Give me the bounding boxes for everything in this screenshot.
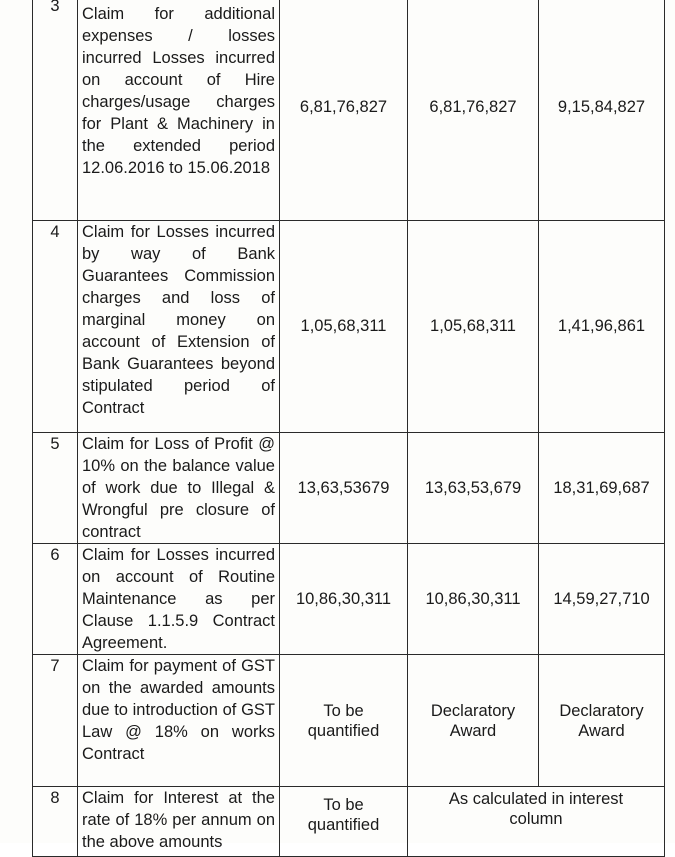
award-line-1: Declaratory <box>430 701 516 720</box>
table-row <box>33 221 665 433</box>
claim-description: Claim for Interest at the rate of 18% per annum on the above amounts <box>78 787 280 857</box>
amount-claimed <box>280 787 408 857</box>
amount-claimed: 10,86,30,311 <box>280 544 408 655</box>
amount-claimed: 13,63,53679 <box>280 433 408 544</box>
amount-column-3: 9,15,84,827 <box>539 0 665 221</box>
claim-description: Claim for payment of GST on the awarded amounts due to introduction of GST Law @ 18% on works Contract <box>78 655 280 787</box>
table-row <box>33 0 665 221</box>
amount-line-2: quantified <box>307 721 380 740</box>
interest-note <box>408 787 665 857</box>
amount-column-2: 10,86,30,311 <box>408 544 539 655</box>
serial-number: 3 <box>33 0 78 221</box>
serial-number: 7 <box>33 655 78 787</box>
amount-column-3: 1,41,96,861 <box>539 221 665 433</box>
interest-line-2: column <box>509 810 563 828</box>
award-line-1: Declaratory <box>559 701 644 720</box>
serial-number: 8 <box>33 787 78 857</box>
amount-line-1: To be <box>323 796 364 814</box>
award-line-2: Award <box>578 721 625 740</box>
amount-claimed <box>280 655 408 787</box>
amount-claimed: 6,81,76,827 <box>280 0 408 221</box>
amount-column-2: 1,05,68,311 <box>408 221 539 433</box>
amount-line-1: To be <box>323 701 364 720</box>
interest-line-1: As calculated in interest <box>448 790 624 808</box>
amount-column-3: 14,59,27,710 <box>539 544 665 655</box>
amount-column-3: 18,31,69,687 <box>539 433 665 544</box>
claim-description: Claim for Losses incurred on account of Routine Maintenance as per Clause 1.1.5.9 Contract Agreement. <box>78 544 280 655</box>
claim-description: Claim for Loss of Profit @ 10% on the balance value of work due to Illegal & Wrongful pre closure of contract <box>78 433 280 544</box>
serial-number: 4 <box>33 221 78 433</box>
table-row <box>33 433 665 544</box>
amount-column-2: 13,63,53,679 <box>408 433 539 544</box>
table-row <box>33 544 665 655</box>
serial-number: 5 <box>33 433 78 544</box>
serial-number: 6 <box>33 544 78 655</box>
amount-column-2 <box>408 655 539 787</box>
amount-column-2: 6,81,76,827 <box>408 0 539 221</box>
table-row <box>33 655 665 787</box>
amount-claimed: 1,05,68,311 <box>280 221 408 433</box>
table-row <box>33 787 665 857</box>
award-line-2: Award <box>449 721 497 740</box>
claims-table <box>32 0 665 857</box>
amount-column-3 <box>539 655 665 787</box>
amount-line-2: quantified <box>307 816 380 834</box>
claim-description: Claim for additional expenses / losses incurred Losses incurred on account of Hire charges/usage charges for Plant & Machinery in the extended period 12.06.2016 to 15.06.2018 <box>78 0 280 221</box>
claim-description: Claim for Losses incurred by way of Bank Guarantees Commission charges and loss of marginal money on account of Extension of Bank Guarantees beyond stipulated period of Contract <box>78 221 280 433</box>
